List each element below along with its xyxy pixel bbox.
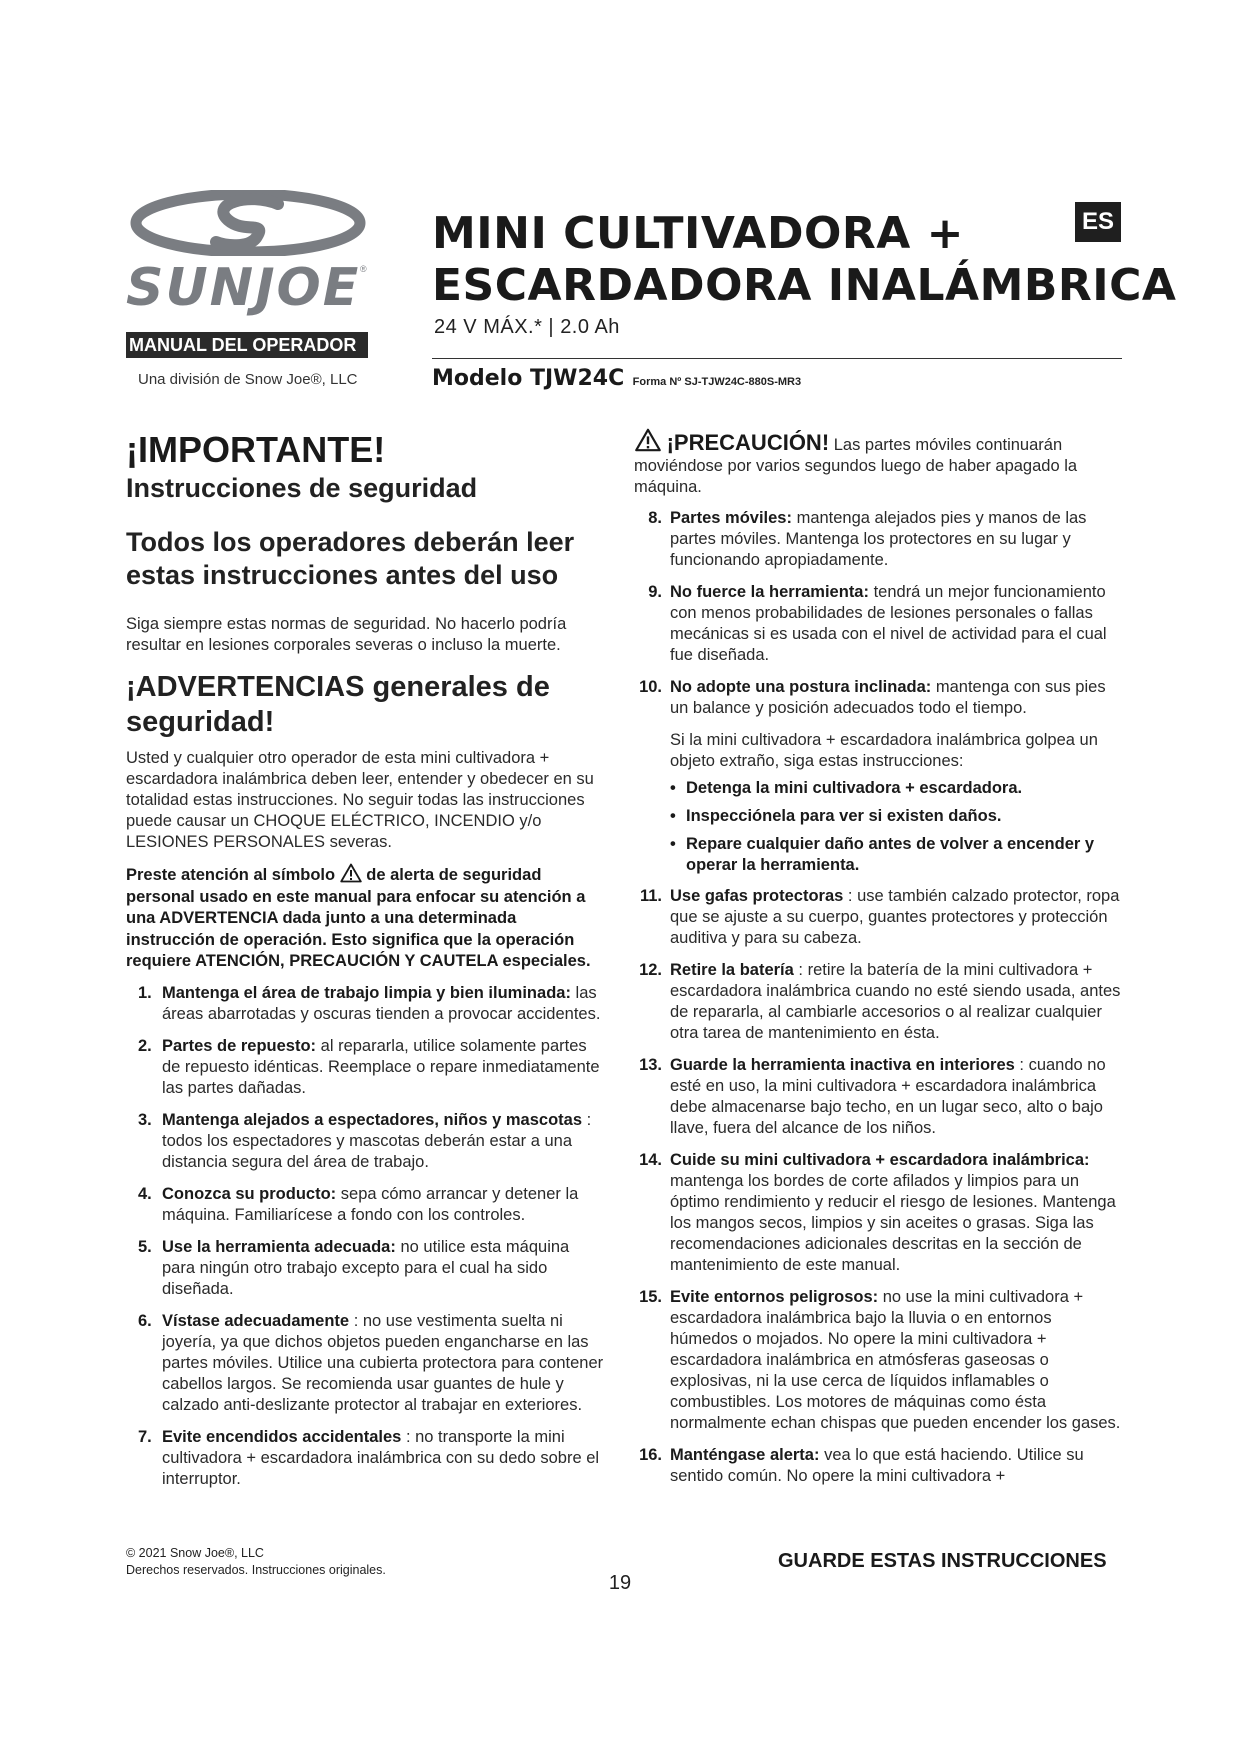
strike-step: • Detenga la mini cultivadora + escardadora.: [670, 778, 1124, 799]
rule-number: 12.: [639, 961, 662, 979]
rule-item: [634, 1445, 1124, 1487]
rule-title: Mantenga el área de trabajo limpia y bien iluminada:: [162, 983, 571, 1002]
strike-step: • Repare cualquier daño antes de volver a encender y operar la herramienta.: [670, 834, 1124, 876]
brand-logo: [128, 190, 368, 256]
rule-title: Manténgase alerta:: [670, 1446, 820, 1464]
rule-text: sepa cómo arrancar y detener la máquina. Familiarícese a fondo con los controles.: [162, 1184, 579, 1224]
rule-title: Guarde la herramienta inactiva en interiores: [670, 1056, 1015, 1074]
rule-text: al repararla, utilice solamente partes de repuesto idénticas. Reemplace o repare inmediatamente las partes dañadas.: [162, 1036, 600, 1097]
rule-text: no use la mini cultivadora + escardadora inalámbrica bajo la lluvia o en entornos húmedos o mojados. No opere la mini cultivadora + escardadora inalámbrica en atmósferas gaseosas o explosivas, ni la use cerca de líquidos inflamables o combustibles. Los motores de máquinas como ésta normalmente echan chispas que pueden encender los gases.: [670, 1288, 1121, 1432]
safety-instructions-heading: Instrucciones de seguridad: [126, 473, 478, 503]
rule-title: No fuerce la herramienta:: [670, 583, 869, 601]
right-column: [634, 428, 1124, 1498]
manual-label-badge: MANUAL DEL OPERADOR: [126, 332, 368, 358]
rule-text: mantenga los bordes de corte afilados y limpios para un óptimo rendimiento y reducir el riesgo de lesiones. Mantenga los mangos secos, limpios y sin aceites o grasas. Siga las recomendaciones adicionales descritas en la sección de mantenimiento de este manual.: [670, 1172, 1116, 1274]
rule-number: 11.: [639, 887, 662, 905]
rule-item: [126, 1311, 606, 1416]
rule-text: las áreas abarrotadas y oscuras tienden a provocar accidentes.: [162, 983, 601, 1023]
rule-item: [126, 1237, 606, 1300]
title-line-2: ESCARDADORA INALÁMBRICA: [432, 260, 1177, 311]
rule-text: tendrá un mejor funcionamiento con menos probabilidades de lesiones personales o fallas mecánicas si es usada con el nivel de actividad para el cual fue diseñada.: [670, 583, 1107, 664]
division-text: Una división de Snow Joe®, LLC: [138, 371, 358, 388]
save-instructions-text: GUARDE ESTAS INSTRUCCIONES: [778, 1550, 1107, 1572]
rule-number: 10.: [639, 678, 662, 696]
rule-title: Cuide su mini cultivadora + escardadora inalámbrica:: [670, 1151, 1090, 1169]
rule-title: Vístase adecuadamente: [162, 1311, 350, 1330]
rule-number: 3.: [138, 1110, 152, 1129]
strike-step: • Inspecciónela para ver si existen daños.: [670, 806, 1124, 827]
rule-item: [634, 582, 1124, 666]
footer-copyright: [126, 1545, 386, 1579]
rule-item: [126, 1036, 606, 1099]
general-warnings-heading: ¡ADVERTENCIAS generales de seguridad!: [126, 671, 550, 738]
rule-number: 9.: [648, 583, 662, 601]
rule-text: : todos los espectadores y mascotas deberán estar a una distancia segura del área de trabajo.: [162, 1110, 592, 1171]
rule-text: no utilice esta máquina para ningún otro trabajo excepto para el cual ha sido diseñada.: [162, 1237, 570, 1298]
follow-rules-paragraph: Siga siempre estas normas de seguridad. No hacerlo podría resultar en lesiones corporales severas o incluso la muerte.: [126, 615, 567, 654]
product-subtitle: 24 V MÁX.* | 2.0 Ah: [434, 316, 620, 338]
rule-number: 13.: [639, 1056, 662, 1074]
rule-number: 7.: [138, 1427, 152, 1446]
rights-text: Derechos reservados. Instrucciones originales.: [126, 1563, 386, 1577]
rule-number: 1.: [138, 983, 152, 1002]
attention-after: de alerta de seguridad personal usado en este manual para enfocar su atención a una ADVERTENCIA dada junto a una determinada instrucción de operación. Esto significa que la operación requiere ATENCIÓN, PRECAUCIÓN Y CAUTELA especiales.: [126, 866, 591, 970]
important-heading: ¡IMPORTANTE!: [126, 429, 386, 470]
rule-item: [634, 886, 1124, 949]
strike-steps-list: [670, 778, 1124, 876]
caution-label: ¡PRECAUCIÓN!: [666, 430, 830, 455]
header-divider: [432, 358, 1122, 359]
rule-text: : retire la batería de la mini cultivadora + escardadora inalámbrica cuando no esté siendo usada, antes de repararla, al cambiarle accesorios o al realizar cualquier otra tarea de mantenimiento en ésta.: [670, 961, 1121, 1042]
rule-title: Conozca su producto:: [162, 1184, 337, 1203]
rule-title: Partes móviles:: [670, 509, 792, 527]
attention-before: Preste atención al símbolo: [126, 866, 336, 884]
language-badge: ES: [1075, 202, 1121, 242]
rule-item: [634, 1150, 1124, 1276]
right-rules-list-b: [634, 886, 1124, 1487]
model-name: Modelo TJW24C: [432, 366, 625, 391]
rule-item: [634, 1287, 1124, 1434]
rule-number: 5.: [138, 1237, 152, 1256]
strike-paragraph: Si la mini cultivadora + escardadora inalámbrica golpea un objeto extraño, siga estas instrucciones:: [670, 731, 1098, 770]
rule-number: 2.: [138, 1036, 152, 1055]
rule-item: [634, 677, 1124, 719]
intro-paragraph: Usted y cualquier otro operador de esta mini cultivadora + escardadora inalámbrica deben leer, entender y obedecer en su totalidad estas instrucciones. No seguir todas las instrucciones puede causar un CHOQUE ELÉCTRICO, INCENDIO y/o LESIONES PERSONALES severas.: [126, 749, 594, 851]
rule-item: [634, 960, 1124, 1044]
caution-triangle-icon: [634, 428, 662, 452]
rule-item: [634, 1055, 1124, 1139]
title-line-1: MINI CULTIVADORA +: [432, 208, 964, 259]
rule-item: [126, 1184, 606, 1226]
model-line: [432, 366, 801, 391]
caution-text: Las partes móviles continuarán moviéndose por varios segundos luego de haber apagado la máquina.: [634, 436, 1078, 496]
rule-title: Use la herramienta adecuada:: [162, 1237, 396, 1256]
rule-text: vea lo que está haciendo. Utilice su sentido común. No opere la mini cultivadora +: [670, 1446, 1084, 1485]
brand-wordmark: SUNJOE: [126, 258, 361, 318]
rule-title: Mantenga alejados a espectadores, niños y mascotas: [162, 1110, 582, 1129]
left-rules-list: [126, 983, 606, 1490]
rule-number: 8.: [648, 509, 662, 527]
form-number: Forma Nº SJ-TJW24C-880S-MR3: [632, 376, 802, 388]
rule-item: [126, 983, 606, 1025]
all-operators-heading: Todos los operadores deberán leer estas instrucciones antes del uso: [126, 527, 575, 590]
product-title: [432, 208, 1177, 312]
rule-text: mantenga alejados pies y manos de las partes móviles. Mantenga los protectores en su lugar y funcionando apropiadamente.: [670, 509, 1087, 569]
page-number: 19: [608, 1572, 632, 1594]
rule-title: Retire la batería: [670, 961, 794, 979]
rule-number: 4.: [138, 1184, 152, 1203]
right-rules-list-a: [634, 508, 1124, 719]
rule-title: Evite encendidos accidentales: [162, 1427, 402, 1446]
rule-text: : no use vestimenta suelta ni joyería, ya que dichos objetos pueden engancharse en las partes móviles. Utilice una cubierta protectora para contener cabellos largos. Se recomienda usar guantes de hule y calzado anti-deslizante protector al trabajar en exteriores.: [162, 1311, 604, 1414]
copyright-text: © 2021 Snow Joe®, LLC: [126, 1546, 264, 1560]
caution-paragraph: [634, 428, 1124, 498]
rule-text: : cuando no esté en uso, la mini cultivadora + escardadora inalámbrica debe almacenarse bajo techo, en un lugar seco, alto o bajo llave, fuera del alcance de los niños.: [670, 1056, 1106, 1137]
rule-number: 14.: [639, 1151, 662, 1169]
rule-title: No adopte una postura inclinada:: [670, 678, 932, 696]
rule-item: [126, 1427, 606, 1490]
attention-paragraph: [126, 863, 606, 973]
rule-text: mantenga con sus pies un balance y posición adecuados todo el tiempo.: [670, 678, 1106, 717]
rule-text: : no transporte la mini cultivadora + escardadora inalámbrica con su dedo sobre el interruptor.: [162, 1427, 600, 1488]
rule-text: : use también calzado protector, ropa que se ajuste a su cuerpo, guantes protectores y protección auditiva y para su cabeza.: [670, 887, 1120, 947]
rule-title: Evite entornos peligrosos:: [670, 1288, 879, 1306]
warning-triangle-icon: [340, 863, 362, 883]
rule-number: 16.: [639, 1446, 662, 1464]
rule-item: [126, 1110, 606, 1173]
rule-title: Use gafas protectoras: [670, 887, 844, 905]
brand-swirl-icon: [128, 190, 368, 256]
brand-registered-mark: ®: [360, 264, 367, 274]
rule-number: 6.: [138, 1311, 152, 1330]
rule-item: [634, 508, 1124, 571]
left-column: [126, 430, 606, 1501]
rule-number: 15.: [639, 1288, 662, 1306]
rule-title: Partes de repuesto:: [162, 1036, 317, 1055]
